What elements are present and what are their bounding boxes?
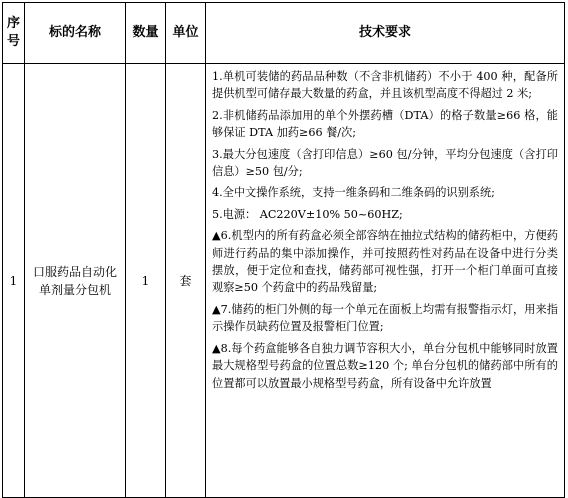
requirement-item-3: 3.最大分包速度（含打印信息）≥60 包/分钟，平均分包速度（含打印信息）≥50 包/分; bbox=[212, 147, 558, 179]
table-row bbox=[3, 64, 565, 498]
requirement-item-1: 1.单机可装储的药品品种数（不含非机储药）不小于 400 种，配备所提供机型可储存最大数量的药盒，并且该机型高度不得超过 2 米; bbox=[212, 70, 558, 101]
cell-seq: 1 bbox=[3, 64, 25, 498]
cell-item-name: 口服药品自动化单剂量分包机 bbox=[25, 64, 126, 498]
header-requirements: 技术要求 bbox=[206, 3, 565, 64]
requirements-list bbox=[212, 68, 558, 492]
header-row bbox=[3, 3, 565, 64]
header-qty: 数量 bbox=[126, 3, 166, 64]
requirement-item-2: 2.非机储药品添加用的单个外摆药槽（DTA）的格子数量≥66 格，能够保证 DTA 加药≥66 餐/次; bbox=[212, 108, 558, 140]
header-seq-char-2: 号 bbox=[6, 34, 20, 49]
header-name: 标的名称 bbox=[25, 3, 126, 64]
cell-requirements bbox=[206, 64, 565, 498]
requirement-item-4: 4.全中文操作系统，支持一维条码和二维条码的识别系统; bbox=[212, 186, 495, 200]
requirement-item-6: ▲6.机型内的所有药盒必须全部容纳在抽拉式结构的储药柜中，方便药师进行药品的集中添加操作，并可按照药性对药品在设备中进行分类摆放，便于定位和查找，储药部可视性强，打开一个柜门单面可直接观察≥50 个药盒中的药品残留量; bbox=[212, 229, 558, 295]
requirement-item-7: ▲7.储药的柜门外侧的每一个单元在面板上均需有报警指示灯，用来指示操作员缺药位置及报警柜门位置; bbox=[212, 302, 558, 334]
requirement-item-8: ▲8.每个药盒能够各自独力调节容积大小，单台分包机中能够同时放置最大规格型号药盒的位置总数≥120 个; 单台分包机的储药部中所有的位置都可以放置最小规格型号药盒，所有设备中允许放置 bbox=[212, 341, 558, 390]
header-unit: 单位 bbox=[166, 3, 206, 64]
header-seq bbox=[3, 3, 25, 64]
requirement-item-5: 5.电源： AC220V±10% 50~60HZ; bbox=[212, 207, 403, 221]
cell-qty: 1 bbox=[126, 64, 166, 498]
cell-unit: 套 bbox=[166, 64, 206, 498]
header-seq-char-1: 序 bbox=[6, 16, 20, 31]
procurement-table bbox=[2, 2, 565, 498]
